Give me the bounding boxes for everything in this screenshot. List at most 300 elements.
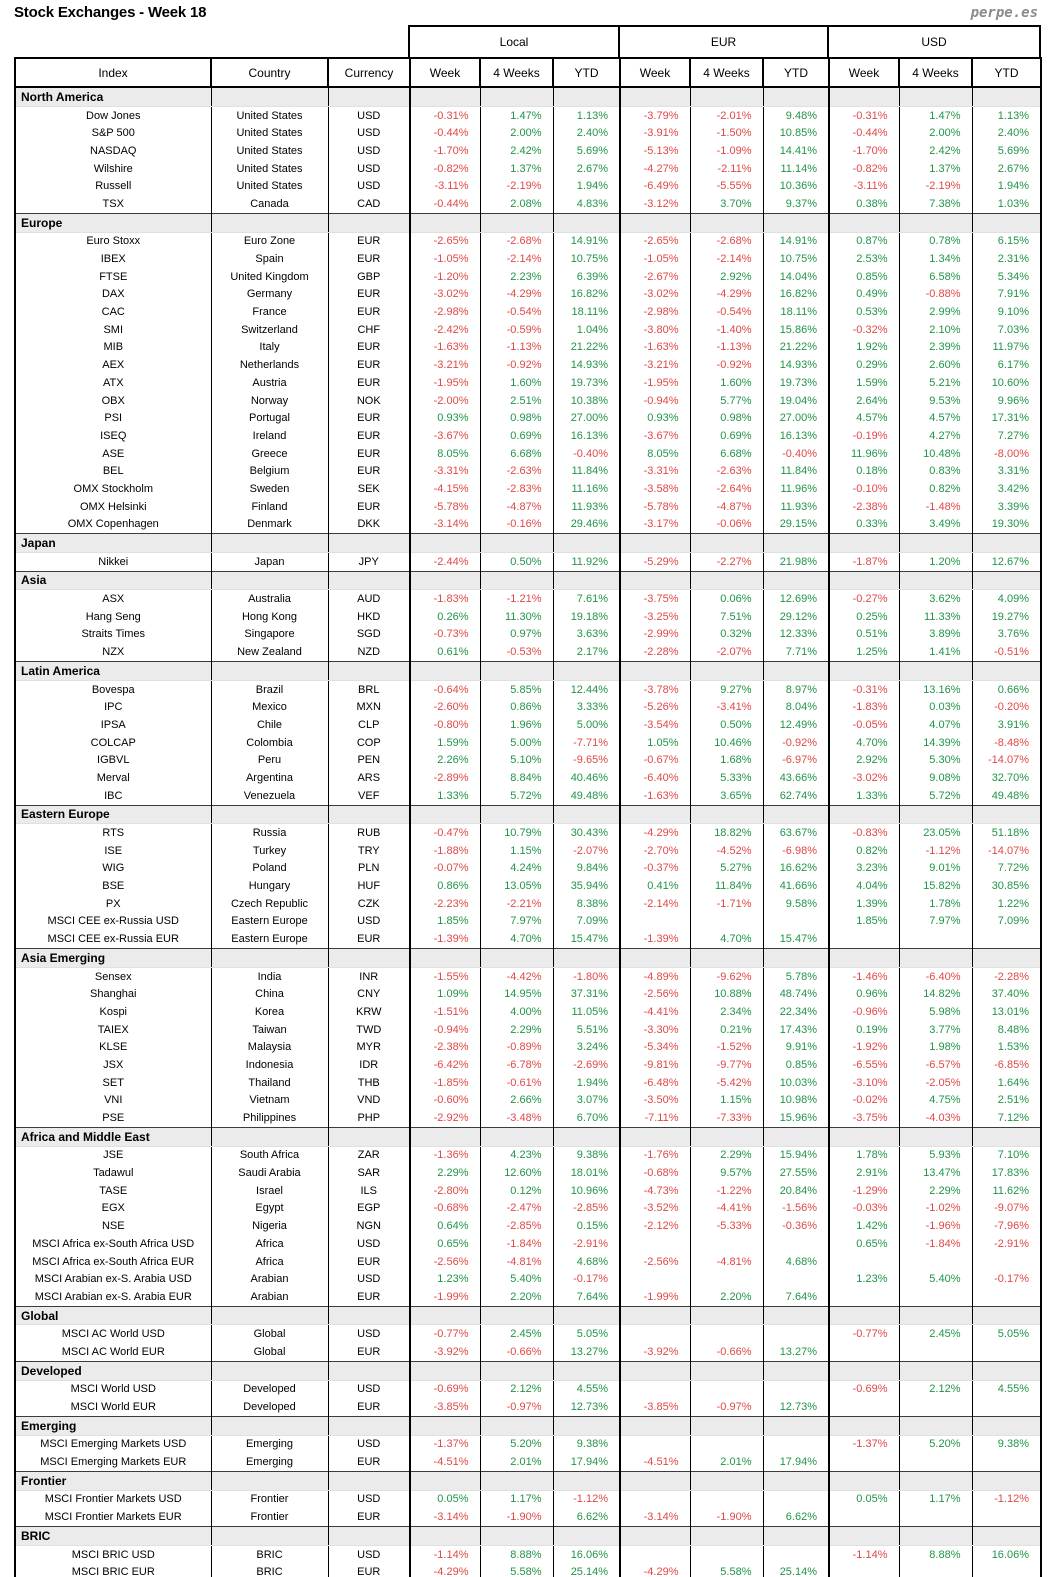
local-week-value: 0.86% xyxy=(410,877,480,895)
section-cell xyxy=(328,949,410,968)
index-cell: Sensex xyxy=(15,967,211,985)
local-4weeks-value: -2.68% xyxy=(480,232,553,250)
local-ytd-value: 2.17% xyxy=(553,643,620,661)
index-cell: Shanghai xyxy=(15,985,211,1003)
eur-ytd-value: 0.85% xyxy=(763,1056,829,1074)
country-cell: Greece xyxy=(211,445,328,463)
data-row xyxy=(15,1235,1041,1253)
country-cell: Peru xyxy=(211,751,328,769)
eur-ytd-value: 27.00% xyxy=(763,409,829,427)
eur-4weeks-value: 3.70% xyxy=(690,195,763,213)
usd-week-value: -0.05% xyxy=(829,716,899,734)
eur-4weeks-value: -1.71% xyxy=(690,895,763,913)
local-4weeks-value: 1.47% xyxy=(480,106,553,124)
data-row xyxy=(15,1146,1041,1164)
currency-cell: PEN xyxy=(328,751,410,769)
local-week-value: -0.80% xyxy=(410,716,480,734)
data-row xyxy=(15,626,1041,644)
local-ytd-value: 11.84% xyxy=(553,462,620,480)
data-row xyxy=(15,392,1041,410)
currency-cell: USD xyxy=(328,142,410,160)
currency-cell: INR xyxy=(328,967,410,985)
data-row xyxy=(15,1253,1041,1271)
eur-4weeks-value: -5.55% xyxy=(690,177,763,195)
local-4weeks-value: -0.92% xyxy=(480,356,553,374)
usd-week-value: -0.31% xyxy=(829,680,899,698)
data-row xyxy=(15,427,1041,445)
section-cell xyxy=(972,1306,1041,1325)
country-cell: Developed xyxy=(211,1398,328,1416)
usd-4weeks-value: 4.07% xyxy=(899,716,972,734)
local-ytd-value: 8.38% xyxy=(553,895,620,913)
currency-cell: THB xyxy=(328,1074,410,1092)
section-cell xyxy=(829,1306,899,1325)
usd-ytd-value: -14.07% xyxy=(972,751,1041,769)
local-week-value: -1.51% xyxy=(410,1003,480,1021)
eur-4weeks-value: 10.88% xyxy=(690,985,763,1003)
currency-cell: EUR xyxy=(328,427,410,445)
eur-week-value: -4.41% xyxy=(620,1003,690,1021)
local-4weeks-value: 6.68% xyxy=(480,445,553,463)
usd-4weeks-value: -4.03% xyxy=(899,1109,972,1127)
country-cell: Sweden xyxy=(211,480,328,498)
section-title: Asia Emerging xyxy=(15,949,211,968)
eur-ytd-value: 63.67% xyxy=(763,824,829,842)
section-cell xyxy=(480,949,553,968)
eur-ytd-value xyxy=(763,913,829,931)
section-cell xyxy=(690,213,763,232)
section-cell xyxy=(972,1361,1041,1380)
index-cell: SMI xyxy=(15,321,211,339)
currency-cell: COP xyxy=(328,734,410,752)
section-cell xyxy=(763,1361,829,1380)
currency-cell: MYR xyxy=(328,1038,410,1056)
local-ytd-value: 2.67% xyxy=(553,160,620,178)
local-4weeks-value: 11.30% xyxy=(480,608,553,626)
usd-week-value: 2.91% xyxy=(829,1164,899,1182)
section-cell xyxy=(690,1416,763,1435)
usd-week-value: 0.85% xyxy=(829,268,899,286)
usd-week-value: 0.38% xyxy=(829,195,899,213)
index-cell: TASE xyxy=(15,1182,211,1200)
usd-ytd-value: -0.51% xyxy=(972,643,1041,661)
local-week-value: -2.80% xyxy=(410,1182,480,1200)
eur-ytd-value: 15.47% xyxy=(763,930,829,948)
local-ytd-value: 19.73% xyxy=(553,374,620,392)
section-title: BRIC xyxy=(15,1527,211,1546)
usd-week-value: -2.38% xyxy=(829,498,899,516)
local-week-value: -0.82% xyxy=(410,160,480,178)
eur-ytd-value: -0.92% xyxy=(763,734,829,752)
section-cell xyxy=(553,1471,620,1490)
eur-4weeks-value: -4.87% xyxy=(690,498,763,516)
data-row xyxy=(15,498,1041,516)
usd-4weeks-value: -1.96% xyxy=(899,1217,972,1235)
data-row xyxy=(15,895,1041,913)
usd-week-value: 1.78% xyxy=(829,1146,899,1164)
usd-week-value: 1.85% xyxy=(829,913,899,931)
usd-4weeks-value: 2.00% xyxy=(899,124,972,142)
stock-exchanges-table xyxy=(14,57,1042,1577)
usd-ytd-value: 16.06% xyxy=(972,1545,1041,1563)
index-cell: MSCI World USD xyxy=(15,1380,211,1398)
section-cell xyxy=(690,1527,763,1546)
usd-4weeks-value: -0.88% xyxy=(899,286,972,304)
eur-week-value: -3.14% xyxy=(620,1508,690,1526)
data-row xyxy=(15,608,1041,626)
currency-cell: MXN xyxy=(328,698,410,716)
section-cell xyxy=(211,1471,328,1490)
local-ytd-value: 5.51% xyxy=(553,1021,620,1039)
local-4weeks-value: 5.72% xyxy=(480,787,553,805)
local-ytd-value: 7.09% xyxy=(553,913,620,931)
eur-week-value: -2.28% xyxy=(620,643,690,661)
eur-ytd-value: 15.86% xyxy=(763,321,829,339)
eur-week-value xyxy=(620,1235,690,1253)
currency-cell: EUR xyxy=(328,1343,410,1361)
country-cell: BRIC xyxy=(211,1545,328,1563)
eur-ytd-value: 16.82% xyxy=(763,286,829,304)
data-row xyxy=(15,232,1041,250)
local-week-value: -0.73% xyxy=(410,626,480,644)
eur-4weeks-value xyxy=(690,1325,763,1343)
eur-4weeks-value: -7.33% xyxy=(690,1109,763,1127)
local-week-value: 0.65% xyxy=(410,1235,480,1253)
currency-cell: ILS xyxy=(328,1182,410,1200)
currency-cell: GBP xyxy=(328,268,410,286)
eur-ytd-value: 14.91% xyxy=(763,232,829,250)
currency-cell: EUR xyxy=(328,286,410,304)
usd-ytd-value xyxy=(972,1563,1041,1577)
local-ytd-value: 27.00% xyxy=(553,409,620,427)
currency-cell: CNY xyxy=(328,985,410,1003)
local-4weeks-value: 0.97% xyxy=(480,626,553,644)
usd-week-value: 0.87% xyxy=(829,232,899,250)
section-cell xyxy=(553,662,620,681)
local-week-value: -2.98% xyxy=(410,303,480,321)
col-header-currency: Currency xyxy=(328,58,410,87)
usd-week-value xyxy=(829,930,899,948)
index-cell: MSCI Emerging Markets USD xyxy=(15,1435,211,1453)
section-cell xyxy=(829,1471,899,1490)
usd-4weeks-value: 0.78% xyxy=(899,232,972,250)
eur-4weeks-value: -4.29% xyxy=(690,286,763,304)
local-4weeks-value: -2.14% xyxy=(480,250,553,268)
eur-ytd-value: 10.98% xyxy=(763,1092,829,1110)
eur-week-value: -6.48% xyxy=(620,1074,690,1092)
section-cell xyxy=(410,1361,480,1380)
currency-cell: JPY xyxy=(328,552,410,571)
country-cell: Arabian xyxy=(211,1270,328,1288)
country-cell: Australia xyxy=(211,590,328,608)
index-cell: Wilshire xyxy=(15,160,211,178)
usd-week-value: 0.53% xyxy=(829,303,899,321)
local-4weeks-value: 0.98% xyxy=(480,409,553,427)
usd-4weeks-value: 5.30% xyxy=(899,751,972,769)
eur-week-value: -4.73% xyxy=(620,1182,690,1200)
column-header-row xyxy=(15,58,1041,87)
data-row xyxy=(15,106,1041,124)
eur-week-value: -3.85% xyxy=(620,1398,690,1416)
local-ytd-value: 9.84% xyxy=(553,860,620,878)
local-week-value: -4.29% xyxy=(410,1563,480,1577)
section-row xyxy=(15,87,1041,106)
col-header-usd-ytd: YTD xyxy=(972,58,1041,87)
eur-week-value: -3.79% xyxy=(620,106,690,124)
section-cell xyxy=(620,1127,690,1146)
usd-ytd-value: 11.97% xyxy=(972,339,1041,357)
section-cell xyxy=(899,1527,972,1546)
section-title: Asia xyxy=(15,571,211,590)
usd-4weeks-value: 6.58% xyxy=(899,268,972,286)
eur-4weeks-value: 2.20% xyxy=(690,1288,763,1306)
section-title: Japan xyxy=(15,534,211,553)
local-4weeks-value: -2.83% xyxy=(480,480,553,498)
index-cell: MSCI Emerging Markets EUR xyxy=(15,1453,211,1471)
section-cell xyxy=(899,1471,972,1490)
country-cell: Global xyxy=(211,1343,328,1361)
section-cell xyxy=(972,87,1041,106)
country-cell: Mexico xyxy=(211,698,328,716)
currency-cell: CZK xyxy=(328,895,410,913)
index-cell: IGBVL xyxy=(15,751,211,769)
usd-week-value: 4.70% xyxy=(829,734,899,752)
local-ytd-value: 2.40% xyxy=(553,124,620,142)
eur-4weeks-value: -0.06% xyxy=(690,516,763,534)
eur-ytd-value: 14.04% xyxy=(763,268,829,286)
local-4weeks-value: -2.19% xyxy=(480,177,553,195)
usd-week-value xyxy=(829,1508,899,1526)
currency-cell: USD xyxy=(328,1435,410,1453)
local-4weeks-value: 4.70% xyxy=(480,930,553,948)
eur-ytd-value: -0.40% xyxy=(763,445,829,463)
usd-4weeks-value: 1.34% xyxy=(899,250,972,268)
usd-ytd-value: 6.17% xyxy=(972,356,1041,374)
local-week-value: 1.23% xyxy=(410,1270,480,1288)
section-cell xyxy=(972,213,1041,232)
data-row xyxy=(15,250,1041,268)
section-cell xyxy=(899,213,972,232)
eur-4weeks-value: 9.57% xyxy=(690,1164,763,1182)
local-ytd-value: -9.65% xyxy=(553,751,620,769)
index-cell: Kospi xyxy=(15,1003,211,1021)
eur-ytd-value: 16.13% xyxy=(763,427,829,445)
usd-ytd-value: 3.76% xyxy=(972,626,1041,644)
eur-week-value xyxy=(620,1435,690,1453)
section-cell xyxy=(972,534,1041,553)
section-cell xyxy=(763,1416,829,1435)
index-cell: MSCI Africa ex-South Africa USD xyxy=(15,1235,211,1253)
usd-ytd-value: 1.64% xyxy=(972,1074,1041,1092)
section-cell xyxy=(553,1127,620,1146)
index-cell: Straits Times xyxy=(15,626,211,644)
currency-cell: EUR xyxy=(328,1398,410,1416)
section-cell xyxy=(410,213,480,232)
section-cell xyxy=(690,805,763,824)
eur-4weeks-value: 2.29% xyxy=(690,1146,763,1164)
local-4weeks-value: 1.37% xyxy=(480,160,553,178)
index-cell: MSCI World EUR xyxy=(15,1398,211,1416)
group-header-row xyxy=(14,26,1040,58)
section-cell xyxy=(829,1127,899,1146)
local-4weeks-value: -4.29% xyxy=(480,286,553,304)
eur-week-value: -3.92% xyxy=(620,1343,690,1361)
usd-ytd-value xyxy=(972,1343,1041,1361)
index-cell: MSCI Frontier Markets EUR xyxy=(15,1508,211,1526)
usd-ytd-value: 1.94% xyxy=(972,177,1041,195)
usd-4weeks-value xyxy=(899,1343,972,1361)
usd-week-value: 4.57% xyxy=(829,409,899,427)
country-cell: South Africa xyxy=(211,1146,328,1164)
usd-week-value: -1.46% xyxy=(829,967,899,985)
country-cell: United States xyxy=(211,142,328,160)
usd-4weeks-value: 14.39% xyxy=(899,734,972,752)
local-week-value: 0.64% xyxy=(410,1217,480,1235)
eur-week-value: -2.14% xyxy=(620,895,690,913)
local-week-value: 2.29% xyxy=(410,1164,480,1182)
index-cell: SET xyxy=(15,1074,211,1092)
usd-week-value: 3.23% xyxy=(829,860,899,878)
section-cell xyxy=(763,949,829,968)
eur-week-value: -3.75% xyxy=(620,590,690,608)
usd-ytd-value: 1.03% xyxy=(972,195,1041,213)
usd-week-value xyxy=(829,1453,899,1471)
section-cell xyxy=(211,662,328,681)
eur-4weeks-value xyxy=(690,1545,763,1563)
section-cell xyxy=(211,534,328,553)
local-week-value: -2.44% xyxy=(410,552,480,571)
usd-week-value: 2.53% xyxy=(829,250,899,268)
eur-week-value: -1.99% xyxy=(620,1288,690,1306)
usd-week-value: 0.18% xyxy=(829,462,899,480)
currency-cell: USD xyxy=(328,1325,410,1343)
country-cell: Singapore xyxy=(211,626,328,644)
section-cell xyxy=(553,571,620,590)
eur-ytd-value: 17.94% xyxy=(763,1453,829,1471)
local-4weeks-value: 5.20% xyxy=(480,1435,553,1453)
section-cell xyxy=(410,1306,480,1325)
local-4weeks-value: 2.45% xyxy=(480,1325,553,1343)
index-cell: AEX xyxy=(15,356,211,374)
country-cell: Norway xyxy=(211,392,328,410)
eur-4weeks-value: -4.52% xyxy=(690,842,763,860)
currency-cell: TRY xyxy=(328,842,410,860)
usd-ytd-value: 49.48% xyxy=(972,787,1041,805)
section-cell xyxy=(410,662,480,681)
usd-ytd-value: 51.18% xyxy=(972,824,1041,842)
eur-4weeks-value: -4.81% xyxy=(690,1253,763,1271)
usd-ytd-value: -0.17% xyxy=(972,1270,1041,1288)
local-week-value: -0.77% xyxy=(410,1325,480,1343)
eur-4weeks-value: -4.41% xyxy=(690,1200,763,1218)
usd-ytd-value: 3.42% xyxy=(972,480,1041,498)
data-row xyxy=(15,356,1041,374)
eur-ytd-value: 62.74% xyxy=(763,787,829,805)
local-week-value: -3.21% xyxy=(410,356,480,374)
eur-ytd-value: 43.66% xyxy=(763,769,829,787)
currency-cell: EUR xyxy=(328,930,410,948)
eur-ytd-value: 25.14% xyxy=(763,1563,829,1577)
eur-4weeks-value: 11.84% xyxy=(690,877,763,895)
usd-4weeks-value: 9.08% xyxy=(899,769,972,787)
section-cell xyxy=(690,1471,763,1490)
usd-ytd-value: 5.34% xyxy=(972,268,1041,286)
local-4weeks-value: 8.84% xyxy=(480,769,553,787)
eur-week-value: -5.26% xyxy=(620,698,690,716)
eur-ytd-value: 10.36% xyxy=(763,177,829,195)
usd-4weeks-value: 11.33% xyxy=(899,608,972,626)
index-cell: MSCI BRIC EUR xyxy=(15,1563,211,1577)
eur-ytd-value: 4.68% xyxy=(763,1253,829,1271)
index-cell: IBEX xyxy=(15,250,211,268)
eur-week-value: -6.40% xyxy=(620,769,690,787)
section-cell xyxy=(763,534,829,553)
section-cell xyxy=(690,87,763,106)
index-cell: OBX xyxy=(15,392,211,410)
country-cell: Frontier xyxy=(211,1508,328,1526)
currency-cell: EUR xyxy=(328,232,410,250)
usd-ytd-value: -9.07% xyxy=(972,1200,1041,1218)
usd-week-value xyxy=(829,1288,899,1306)
eur-ytd-value: 9.48% xyxy=(763,106,829,124)
currency-cell: BRL xyxy=(328,680,410,698)
eur-week-value: -3.91% xyxy=(620,124,690,142)
usd-week-value: 11.96% xyxy=(829,445,899,463)
country-cell: Canada xyxy=(211,195,328,213)
country-cell: Russia xyxy=(211,824,328,842)
currency-cell: HUF xyxy=(328,877,410,895)
usd-week-value: -1.83% xyxy=(829,698,899,716)
usd-ytd-value: 8.48% xyxy=(972,1021,1041,1039)
usd-4weeks-value: 0.82% xyxy=(899,480,972,498)
eur-ytd-value: 29.15% xyxy=(763,516,829,534)
eur-week-value: -3.80% xyxy=(620,321,690,339)
section-title: Frontier xyxy=(15,1471,211,1490)
data-row xyxy=(15,1343,1041,1361)
eur-ytd-value: 11.14% xyxy=(763,160,829,178)
local-ytd-value: -2.85% xyxy=(553,1200,620,1218)
eur-ytd-value: 12.49% xyxy=(763,716,829,734)
usd-week-value: -1.14% xyxy=(829,1545,899,1563)
usd-4weeks-value: 2.45% xyxy=(899,1325,972,1343)
data-row xyxy=(15,321,1041,339)
eur-week-value: -0.67% xyxy=(620,751,690,769)
usd-ytd-value: -14.07% xyxy=(972,842,1041,860)
eur-week-value: -3.54% xyxy=(620,716,690,734)
local-week-value: -1.88% xyxy=(410,842,480,860)
local-ytd-value: 35.94% xyxy=(553,877,620,895)
index-cell: MSCI AC World EUR xyxy=(15,1343,211,1361)
section-cell xyxy=(829,1416,899,1435)
eur-4weeks-value: -9.77% xyxy=(690,1056,763,1074)
index-cell: WIG xyxy=(15,860,211,878)
usd-ytd-value: 10.60% xyxy=(972,374,1041,392)
section-cell xyxy=(972,1471,1041,1490)
eur-4weeks-value: 0.32% xyxy=(690,626,763,644)
local-4weeks-value: 13.05% xyxy=(480,877,553,895)
local-4weeks-value: -2.21% xyxy=(480,895,553,913)
section-cell xyxy=(328,1306,410,1325)
eur-week-value: -1.95% xyxy=(620,374,690,392)
usd-4weeks-value: 2.42% xyxy=(899,142,972,160)
country-cell: Israel xyxy=(211,1182,328,1200)
section-cell xyxy=(972,571,1041,590)
eur-ytd-value: 18.11% xyxy=(763,303,829,321)
country-cell: Finland xyxy=(211,498,328,516)
local-ytd-value: 18.11% xyxy=(553,303,620,321)
usd-week-value: -0.96% xyxy=(829,1003,899,1021)
eur-4weeks-value: -0.97% xyxy=(690,1398,763,1416)
